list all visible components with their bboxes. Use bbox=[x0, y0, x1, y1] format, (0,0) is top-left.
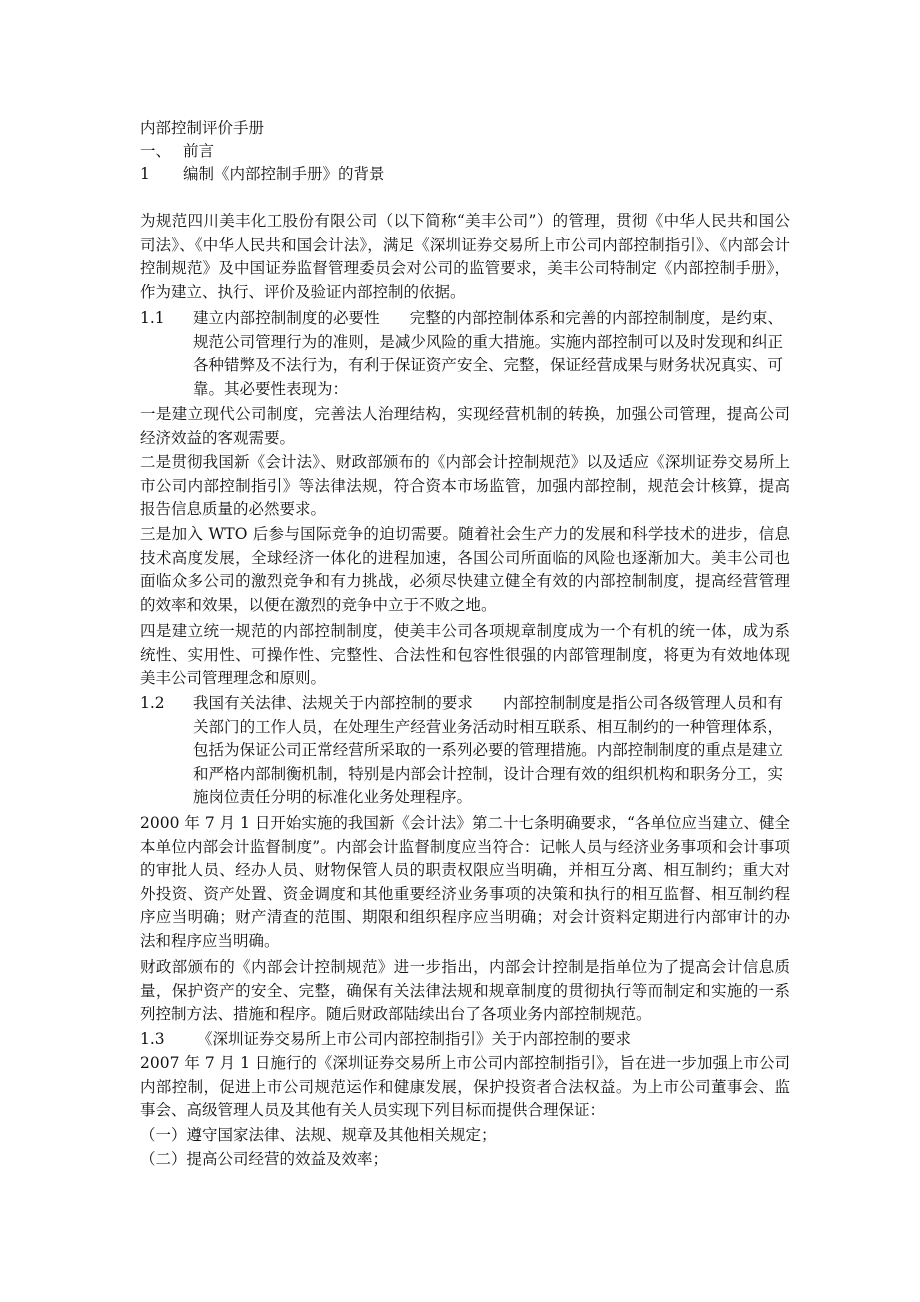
section-number: 一、 bbox=[140, 142, 172, 160]
paragraph-one: 一是建立现代公司制度，完善法人治理结构，实现经营机制的转换，加强公司管理，提高公司经济效益的客观需要。 bbox=[140, 405, 790, 447]
section-label: 前言 bbox=[183, 142, 215, 160]
section-1-2-number: 1.2 bbox=[140, 694, 165, 712]
paragraph-two: 二是贯彻我国新《会计法》、财政部颁布的《内部会计控制规范》以及适应《深圳证券交易所上市公司内部控制指引》等法律法规，符合资本市场监管，加强内部控制，规范会计核算，提高报告信息质量的必然要求。 bbox=[140, 453, 790, 518]
section-1-2-text: 内部控制制度是指公司各级管理人员和有关部门的工作人员，在处理生产经营业务活动时相互联系、相互制约的一种管理体系，包括为保证公司正常经营所采取的一系列必要的管理措施。内部控制制度的重点是建立和严格内部制衡机制，特别是内部会计控制，设计合理有效的组织机构和职务分工，实施岗位责任分明的标准化业务处理程序。 bbox=[193, 694, 783, 806]
section-1-3-number: 1.3 bbox=[140, 1030, 165, 1048]
section-1-2-heading: 我国有关法律、法规关于内部控制的要求 bbox=[193, 694, 473, 712]
paragraph-four: 四是建立统一规范的内部控制制度，使美丰公司各项规章制度成为一个有机的统一体，成为系统性、实用性、可操作性、完整性、合法性和包容性很强的内部管理制度，将更为有效地体现美丰公司管理理念和原则。 bbox=[140, 622, 790, 687]
paragraph-six: 财政部颁布的《内部会计控制规范》进一步指出，内部会计控制是指单位为了提高会计信息质量，保护资产的安全、完整，确保有关法律法规和规章制度的贯彻执行等而制定和实施的一系列控制方法、措施和程序。随后财政部陆续出台了各项业务内部控制规范。 bbox=[140, 958, 790, 1023]
heading-1-label: 编制《内部控制手册》的背景 bbox=[183, 165, 385, 183]
paragraph-five: 2000 年 7 月 1 日开始实施的我国新《会计法》第二十七条明确要求，“各单位应当建立、健全本单位内部会计监督制度”。内部会计监督制度应当符合：记帐人员与经济业务事项和会计事项的审批人员、经办人员、财物保管人员的职责权限应当明确，并相互分离、相互制约；重大对外投资、资产处置、资金调度和其他重要经济业务事项的决策和执行的相互监督、相互制约程序应当明确；财产清查的范围、期限和组织程序应当明确；对会计资料定期进行内部审计的办法和程序应当明确。 bbox=[140, 814, 790, 950]
paragraph-three: 三是加入 WTO 后参与国际竞争的迫切需要。随着社会生产力的发展和科学技术的进步，信息技术高度发展，全球经济一体化的进程加速，各国公司所面临的风险也逐渐加大。美丰公司也面临众多公司的激烈竞争和有力挑战，必须尽快建立健全有效的内部控制制度，提高经营管理的效率和效果，以便在激烈的竞争中立于不败之地。 bbox=[140, 525, 790, 614]
list-item: （二）提高公司经营的效益及效率； bbox=[140, 1150, 389, 1168]
section-1-1-body bbox=[193, 307, 783, 401]
section-1-1-heading: 建立内部控制制度的必要性 bbox=[193, 309, 380, 327]
document-title: 内部控制评价手册 bbox=[140, 119, 265, 137]
list-item: （一）遵守国家法律、法规、规章及其他相关规定； bbox=[140, 1126, 497, 1144]
heading-1-number: 1 bbox=[140, 165, 150, 183]
section-1-1-number: 1.1 bbox=[140, 309, 165, 327]
paragraph-seven: 2007 年 7 月 1 日施行的《深圳证券交易所上市公司内部控制指引》，旨在进一步加强上市公司内部控制，促进上市公司规范运作和健康发展，保护投资者合法权益。为上市公司董事会、监事会、高级管理人员及其他有关人员实现下列目标而提供合理保证： bbox=[140, 1054, 790, 1119]
section-1-3-heading: 《深圳证券交易所上市公司内部控制指引》关于内部控制的要求 bbox=[197, 1030, 632, 1048]
section-1-2-body bbox=[193, 692, 783, 810]
section-1-1-text: 完整的内部控制体系和完善的内部控制制度，是约束、规范公司管理行为的准则，是减少风险的重大措施。实施内部控制可以及时发现和纠正各种错弊及不法行为，有利于保证资产安全、完整，保证经营成果与财务状况真实、可靠。其必要性表现为： bbox=[193, 309, 783, 398]
intro-paragraph: 为规范四川美丰化工股份有限公司（以下简称“美丰公司”）的管理，贯彻《中华人民共和国公司法》、《中华人民共和国会计法》，满足《深圳证券交易所上市公司内部控制指引》、《内部会计控制规范》及中国证券监督管理委员会对公司的监管要求，美丰公司特制定《内部控制手册》，作为建立、执行、评价及验证内部控制的依据。 bbox=[140, 212, 790, 301]
